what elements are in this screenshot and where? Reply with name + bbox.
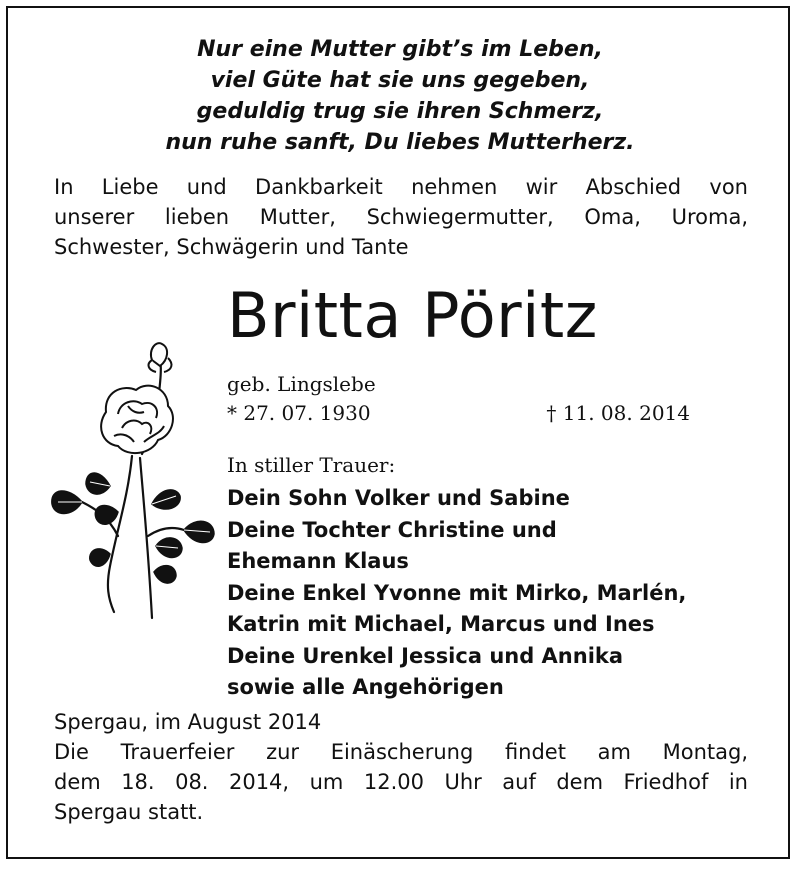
mourning-heading: In stiller Trauer: [227, 453, 396, 477]
family-list [227, 483, 686, 704]
birth-date: * 27. 07. 1930 [227, 401, 371, 425]
family-line: Dein Sohn Volker und Sabine [227, 486, 570, 510]
family-line: Deine Urenkel Jessica und Annika [227, 643, 624, 668]
family-line: sowie alle Angehörigen [227, 675, 504, 699]
funeral-info [54, 707, 748, 827]
poem-line: viel Güte hat sie uns gegeben, [210, 68, 590, 93]
life-dates [227, 399, 690, 428]
family-line: Deine Tochter Christine und [227, 517, 557, 542]
family-line: Ehemann Klaus [227, 549, 409, 573]
intro-line: In Liebe und Dankbarkeit nehmen wir Abschied von [54, 175, 748, 199]
rose-icon [48, 336, 216, 622]
death-date: † 11. 08. 2014 [546, 401, 690, 425]
place-date: Spergau, im August 2014 [54, 710, 322, 734]
funeral-line: Spergau statt. [54, 800, 204, 824]
intro-text [54, 172, 748, 262]
funeral-line: Die Trauerfeier zur Einäscherung findet am Montag, [54, 740, 748, 764]
poem [0, 34, 800, 158]
deceased-name: Britta Pöritz [227, 279, 598, 352]
life-details [227, 370, 697, 428]
poem-line: Nur eine Mutter gibt’s im Leben, [197, 37, 603, 62]
family-line: Katrin mit Michael, Marcus und Ines [227, 612, 655, 636]
intro-line: unserer lieben Mutter, Schwiegermutter, Oma, Uroma, [54, 205, 748, 229]
maiden-name: geb. Lingslebe [227, 372, 376, 396]
intro-line: Schwester, Schwägerin und Tante [54, 235, 409, 259]
funeral-line: dem 18. 08. 2014, um 12.00 Uhr auf dem Friedhof in [54, 770, 748, 794]
poem-line: nun ruhe sanft, Du liebes Mutterherz. [165, 130, 635, 155]
poem-line: geduldig trug sie ihren Schmerz, [196, 99, 604, 124]
family-line: Deine Enkel Yvonne mit Mirko, Marlén, [227, 580, 687, 605]
